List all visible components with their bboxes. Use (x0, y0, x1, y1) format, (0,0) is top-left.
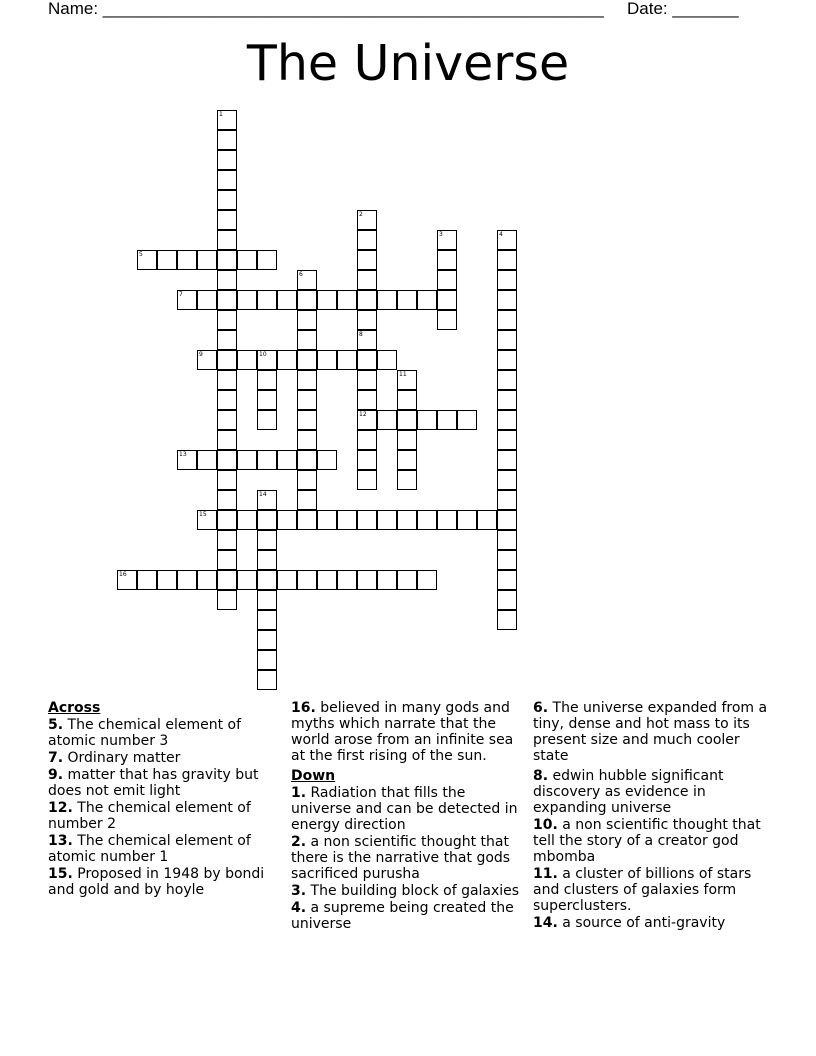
crossword-cell[interactable] (357, 370, 377, 390)
crossword-cell[interactable] (397, 410, 417, 430)
crossword-cell[interactable] (497, 370, 517, 390)
crossword-cell[interactable] (277, 450, 297, 470)
crossword-cell[interactable] (437, 230, 457, 250)
crossword-cell[interactable] (357, 570, 377, 590)
crossword-cell[interactable] (357, 270, 377, 290)
crossword-cell[interactable] (197, 250, 217, 270)
cell-number: 5 (139, 251, 143, 258)
clue-text: believed in many gods and myths which narrate that the world arose from an infinite sea at the first rising of the sun. (291, 700, 514, 764)
cell-number: 9 (199, 351, 203, 358)
crossword-cell[interactable] (217, 590, 237, 610)
crossword-cell[interactable] (237, 290, 257, 310)
clue-text: The chemical element of atomic number 3 (48, 717, 242, 749)
crossword-cell[interactable] (257, 670, 277, 690)
clue-text: The chemical element of number 2 (48, 800, 251, 832)
crossword-cell[interactable] (257, 350, 277, 370)
clue-text: The building block of galaxies (310, 883, 520, 899)
cell-number: 8 (359, 331, 363, 338)
crossword-cell[interactable] (497, 270, 517, 290)
crossword-cell[interactable] (377, 290, 397, 310)
crossword-cell[interactable] (457, 510, 477, 530)
crossword-cell[interactable] (317, 290, 337, 310)
crossword-cell[interactable] (497, 250, 517, 270)
crossword-cell[interactable] (217, 290, 237, 310)
crossword-cell[interactable] (297, 350, 317, 370)
crossword-cell[interactable] (297, 390, 317, 410)
cell-number: 15 (199, 511, 207, 518)
crossword-cell[interactable] (297, 310, 317, 330)
crossword-cell[interactable] (437, 310, 457, 330)
crossword-cell[interactable] (257, 530, 277, 550)
clue-text: Proposed in 1948 by bondi and gold and by hoyle (48, 866, 265, 898)
crossword-cell[interactable] (377, 510, 397, 530)
crossword-cell[interactable] (437, 510, 457, 530)
clue-text: Radiation that fills the universe and can be detected in energy direction (291, 785, 518, 833)
crossword-cell[interactable] (497, 450, 517, 470)
clue-across-7 (48, 750, 284, 766)
crossword-cell[interactable] (357, 510, 377, 530)
date-field-label: Date: _______ (627, 0, 739, 18)
clue-text: a non scientific thought that there is the narrative that gods sacrificed purusha (291, 834, 511, 882)
clue-across-5 (48, 717, 284, 749)
crossword-cell[interactable] (497, 290, 517, 310)
crossword-cell[interactable] (357, 290, 377, 310)
crossword-cell[interactable] (437, 270, 457, 290)
crossword-cell[interactable] (437, 250, 457, 270)
crossword-cell[interactable] (257, 290, 277, 310)
crossword-cell[interactable] (357, 470, 377, 490)
crossword-cell[interactable] (297, 290, 317, 310)
crossword-cell[interactable] (497, 430, 517, 450)
clues-column-3 (533, 700, 773, 932)
crossword-cell[interactable] (257, 630, 277, 650)
crossword-cell[interactable] (297, 470, 317, 490)
clue-number: 10. (533, 817, 558, 833)
crossword-cell[interactable] (257, 650, 277, 670)
crossword-cell[interactable] (257, 590, 277, 610)
crossword-cell[interactable] (277, 290, 297, 310)
clue-text: Ordinary matter (67, 750, 181, 766)
crossword-cell[interactable] (497, 610, 517, 630)
crossword-cell[interactable] (497, 590, 517, 610)
crossword-cell[interactable] (297, 570, 317, 590)
crossword-cell[interactable] (217, 130, 237, 150)
crossword-cell[interactable] (377, 570, 397, 590)
crossword-cell[interactable] (177, 290, 197, 310)
clue-text: The chemical element of atomic number 1 (48, 833, 251, 865)
crossword-cell[interactable] (257, 610, 277, 630)
clue-text: The universe expanded from a tiny, dense and hot mass to its present size and much cooler state (533, 700, 768, 764)
crossword-cell[interactable] (297, 490, 317, 510)
crossword-cell[interactable] (137, 570, 157, 590)
crossword-cell[interactable] (217, 110, 237, 130)
clue-down-8 (533, 768, 773, 816)
crossword-cell[interactable] (317, 570, 337, 590)
clue-down-2 (291, 834, 527, 882)
cell-number: 3 (439, 231, 443, 238)
crossword-cell[interactable] (237, 510, 257, 530)
crossword-cell[interactable] (297, 410, 317, 430)
clues-column-2 (291, 700, 527, 933)
crossword-cell[interactable] (497, 510, 517, 530)
clue-text: matter that has gravity but does not emit light (48, 767, 259, 799)
crossword-cell[interactable] (257, 570, 277, 590)
crossword-cell[interactable] (177, 250, 197, 270)
crossword-cell[interactable] (357, 330, 377, 350)
clue-across-15 (48, 866, 284, 898)
cell-number: 4 (499, 231, 503, 238)
crossword-cell[interactable] (177, 450, 197, 470)
cell-number: 11 (399, 371, 407, 378)
clue-across-16 (291, 700, 527, 764)
clue-text: a supreme being created the universe (291, 900, 514, 932)
crossword-cell[interactable] (197, 510, 217, 530)
clue-number: 9. (48, 767, 64, 783)
crossword-cell[interactable] (197, 350, 217, 370)
crossword-cell[interactable] (397, 430, 417, 450)
crossword-cell[interactable] (217, 170, 237, 190)
crossword-cell[interactable] (217, 550, 237, 570)
crossword-cell[interactable] (497, 310, 517, 330)
crossword-cell[interactable] (337, 510, 357, 530)
crossword-cell[interactable] (417, 510, 437, 530)
crossword-cell[interactable] (197, 450, 217, 470)
crossword-cell[interactable] (317, 350, 337, 370)
crossword-cell[interactable] (257, 390, 277, 410)
crossword-cell[interactable] (297, 430, 317, 450)
clue-number: 4. (291, 900, 307, 916)
crossword-cell[interactable] (217, 310, 237, 330)
crossword-cell[interactable] (257, 370, 277, 390)
crossword-cell[interactable] (257, 490, 277, 510)
crossword-cell[interactable] (357, 390, 377, 410)
crossword-cell[interactable] (357, 410, 377, 430)
clue-number: 15. (48, 866, 73, 882)
crossword-cell[interactable] (217, 390, 237, 410)
clue-text: a cluster of billions of stars and clusters of galaxies form superclusters. (533, 866, 752, 914)
crossword-cell[interactable] (497, 530, 517, 550)
crossword-cell[interactable] (237, 450, 257, 470)
crossword-cell[interactable] (397, 470, 417, 490)
crossword-cell[interactable] (417, 410, 437, 430)
crossword-cell[interactable] (317, 450, 337, 470)
across-heading: Across (48, 700, 101, 716)
cell-number: 13 (179, 451, 187, 458)
clue-number: 6. (533, 700, 549, 716)
crossword-cell[interactable] (177, 570, 197, 590)
clue-down-4 (291, 900, 527, 932)
crossword-cell[interactable] (217, 270, 237, 290)
crossword-cell[interactable] (397, 510, 417, 530)
crossword-cell[interactable] (217, 510, 237, 530)
name-field-label: Name: _____________________________________________________ (48, 0, 604, 18)
crossword-cell[interactable] (217, 350, 237, 370)
crossword-cell[interactable] (277, 350, 297, 370)
crossword-cell[interactable] (357, 450, 377, 470)
crossword-cell[interactable] (497, 470, 517, 490)
clue-number: 8. (533, 768, 549, 784)
crossword-cell[interactable] (357, 210, 377, 230)
crossword-cell[interactable] (217, 430, 237, 450)
clue-text: a non scientific thought that tell the story of a creator god mbomba (533, 817, 761, 865)
crossword-cell[interactable] (197, 290, 217, 310)
crossword-cell[interactable] (477, 510, 497, 530)
clue-down-14 (533, 915, 773, 931)
cell-number: 6 (299, 271, 303, 278)
crossword-cell[interactable] (337, 290, 357, 310)
crossword-cell[interactable] (217, 470, 237, 490)
crossword-cell[interactable] (397, 390, 417, 410)
clue-number: 3. (291, 883, 307, 899)
crossword-cell[interactable] (197, 570, 217, 590)
crossword-cell[interactable] (497, 390, 517, 410)
crossword-cell[interactable] (397, 290, 417, 310)
crossword-cell[interactable] (337, 350, 357, 370)
crossword-cell[interactable] (357, 230, 377, 250)
down-heading: Down (291, 768, 336, 784)
clue-number: 5. (48, 717, 64, 733)
clues-column-1 (48, 700, 284, 899)
crossword-cell[interactable] (277, 510, 297, 530)
clue-number: 11. (533, 866, 558, 882)
crossword-cell[interactable] (317, 510, 337, 530)
crossword-cell[interactable] (217, 370, 237, 390)
crossword-cell[interactable] (297, 450, 317, 470)
clue-number: 14. (533, 915, 558, 931)
clue-number: 16. (291, 700, 316, 716)
clue-down-11 (533, 866, 773, 914)
crossword-cell[interactable] (257, 410, 277, 430)
crossword-cell[interactable] (357, 350, 377, 370)
crossword-cell[interactable] (357, 430, 377, 450)
cell-number: 7 (179, 291, 183, 298)
crossword-cell[interactable] (377, 350, 397, 370)
crossword-cell[interactable] (217, 530, 237, 550)
cell-number: 10 (259, 351, 267, 358)
crossword-cell[interactable] (217, 450, 237, 470)
crossword-cell[interactable] (297, 510, 317, 530)
crossword-cell[interactable] (497, 330, 517, 350)
crossword-cell[interactable] (157, 250, 177, 270)
clue-down-1 (291, 785, 527, 833)
clue-down-3 (291, 883, 527, 899)
crossword-cell[interactable] (137, 250, 157, 270)
crossword-cell[interactable] (297, 330, 317, 350)
crossword-cell[interactable] (357, 250, 377, 270)
crossword-cell[interactable] (217, 210, 237, 230)
crossword-cell[interactable] (437, 290, 457, 310)
clue-text: a source of anti-gravity (562, 915, 726, 931)
crossword-cell[interactable] (497, 410, 517, 430)
clue-across-13 (48, 833, 284, 865)
crossword-cell[interactable] (237, 570, 257, 590)
crossword-cell[interactable] (397, 450, 417, 470)
crossword-cell[interactable] (457, 410, 477, 430)
crossword-cell[interactable] (217, 410, 237, 430)
crossword-cell[interactable] (417, 290, 437, 310)
clue-number: 1. (291, 785, 307, 801)
crossword-cell[interactable] (217, 230, 237, 250)
crossword-cell[interactable] (377, 410, 397, 430)
clue-across-12 (48, 800, 284, 832)
cell-number: 14 (259, 491, 267, 498)
crossword-cell[interactable] (357, 310, 377, 330)
crossword-cell[interactable] (277, 570, 297, 590)
crossword-cell[interactable] (237, 250, 257, 270)
crossword-cell[interactable] (237, 350, 257, 370)
crossword-cell[interactable] (497, 550, 517, 570)
crossword-cell[interactable] (337, 570, 357, 590)
crossword-cell[interactable] (217, 570, 237, 590)
cell-number: 12 (359, 411, 367, 418)
cell-number: 1 (219, 111, 223, 118)
puzzle-title: The Universe (246, 35, 570, 92)
crossword-cell[interactable] (257, 250, 277, 270)
crossword-cell[interactable] (117, 570, 137, 590)
clue-text: edwin hubble significant discovery as evidence in expanding universe (533, 768, 724, 816)
clue-number: 2. (291, 834, 307, 850)
crossword-cell[interactable] (497, 350, 517, 370)
crossword-cell[interactable] (497, 490, 517, 510)
clue-down-6 (533, 700, 773, 764)
crossword-cell[interactable] (217, 150, 237, 170)
clue-number: 12. (48, 800, 73, 816)
crossword-cell[interactable] (297, 270, 317, 290)
crossword-cell[interactable] (217, 190, 237, 210)
clue-number: 7. (48, 750, 64, 766)
crossword-cell[interactable] (157, 570, 177, 590)
crossword-cell[interactable] (397, 570, 417, 590)
crossword-cell[interactable] (497, 570, 517, 590)
crossword-cell[interactable] (397, 370, 417, 390)
crossword-cell[interactable] (297, 370, 317, 390)
crossword-cell[interactable] (497, 230, 517, 250)
crossword-cell[interactable] (257, 510, 277, 530)
clue-across-9 (48, 767, 284, 799)
cell-number: 16 (119, 571, 127, 578)
crossword-cell[interactable] (417, 570, 437, 590)
crossword-cell[interactable] (257, 550, 277, 570)
clue-down-10 (533, 817, 773, 865)
crossword-cell[interactable] (217, 250, 237, 270)
crossword-cell[interactable] (217, 330, 237, 350)
crossword-cell[interactable] (437, 410, 457, 430)
crossword-cell[interactable] (217, 490, 237, 510)
cell-number: 2 (359, 211, 363, 218)
crossword-cell[interactable] (257, 450, 277, 470)
clue-number: 13. (48, 833, 73, 849)
